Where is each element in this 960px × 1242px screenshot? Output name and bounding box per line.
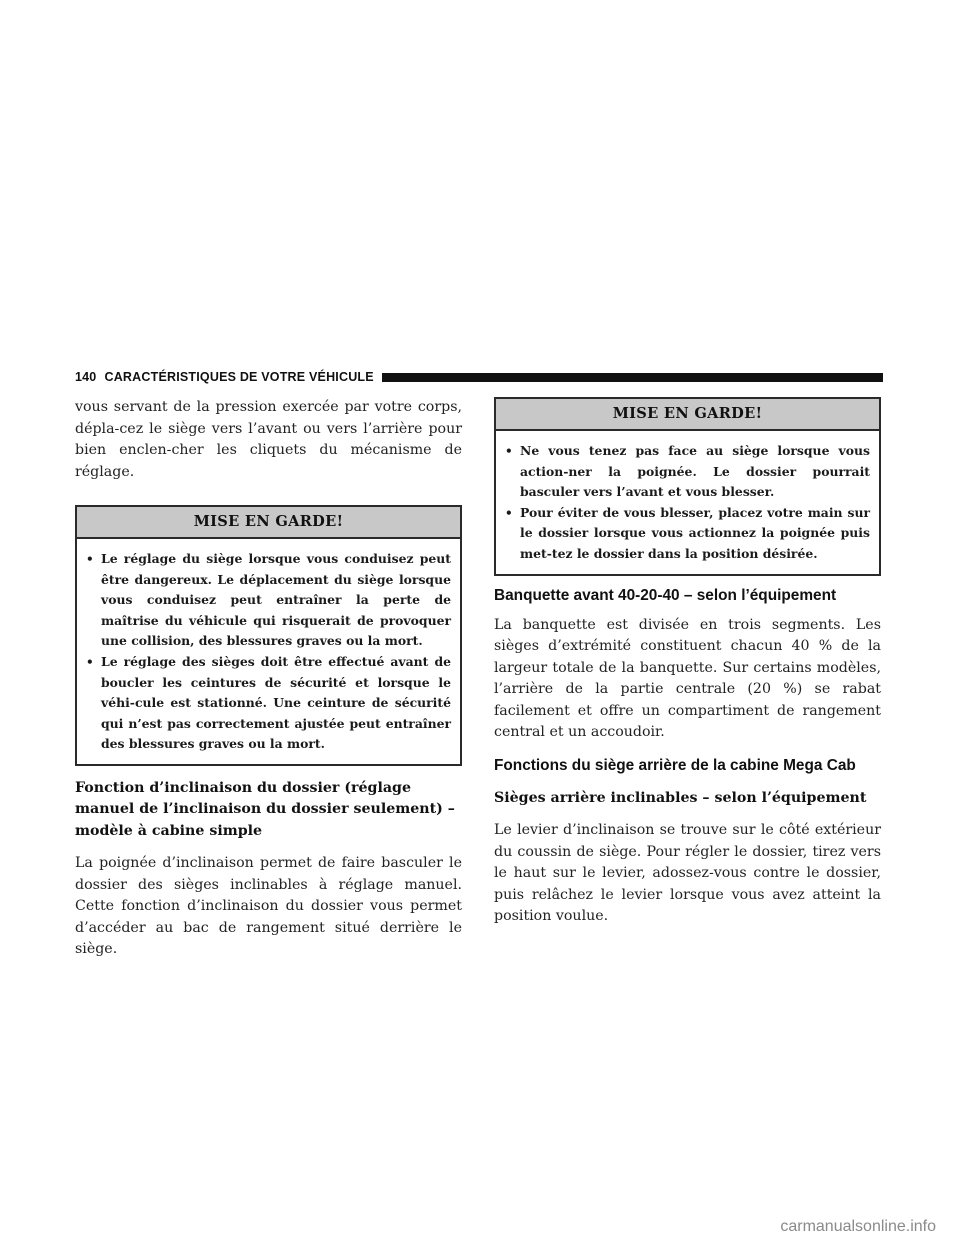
bullet-icon: • [86,552,94,566]
section-title-banquette: Banquette avant 40-20-40 – selon l’équipement [494,586,837,604]
warning-box-right [494,397,881,576]
warning-item: • Le réglage des sièges doit être effectué avant de boucler les ceintures de sécurité et lorsque le véhi-cule est stationné. Une ceinture de sécurité qui n’est pas correctement ajustée peut entraîner des blessures graves ou la mort. [86,653,451,752]
section-title-mega-cab: Fonctions du siège arrière de la cabine Mega Cab [494,756,856,774]
warning-title: MISE EN GARDE! [77,507,460,539]
warning-box-left [75,505,462,766]
warning-item: • Ne vous tenez pas face au siège lorsque vous action-ner la poignée. Le dossier pourrait basculer vers l’avant et vous blesser. [505,443,870,500]
page-number: 140 [75,370,97,384]
warning-list [496,431,879,574]
bullet-icon: • [86,654,94,669]
bullet-icon: • [505,505,513,520]
watermark: carmanualsonline.info [780,1218,936,1235]
paragraph-banquette: La banquette est divisée en trois segments. Les sièges d’extrémité constituent chacun 40 % de la largeur totale de la banquette. Sur certains modèles, l’arrière de la partie centrale (20 %) se rabat facilement et offre un compartiment de rangement central et un accoudoir. [494,616,881,741]
subheading-sieges-arriere: Sièges arrière inclinables – selon l’équipement [494,789,867,806]
warning-title: MISE EN GARDE! [496,399,879,431]
page-header [75,368,883,386]
paragraph-inclinaison: La poignée d’inclinaison permet de faire basculer le dossier des sièges inclinables à réglage manuel. Cette fonction d’inclinaison du dossier vous permet d’accéder au bac de rangement situé derrière le siège. [75,855,462,958]
warning-item: • Le réglage du siège lorsque vous conduisez peut être dangereux. Le déplacement du siège lorsque vous conduisez peut entraîner la perte de maîtrise du véhicule qui risquerait de provoquer une collision, des blessures graves ou la mort. [86,551,451,649]
warning-item: • Pour éviter de vous blesser, placez votre main sur le dossier lorsque vous actionnez la poignée puis met-tez le dossier dans la position désirée. [505,504,870,561]
warning-list [77,539,460,764]
bullet-icon: • [505,444,513,458]
section-title: CARACTÉRISTIQUES DE VOTRE VÉHICULE [104,370,374,384]
subheading-inclinaison: Fonction d’inclinaison du dossier (réglage manuel de l’inclinaison du dossier seulement) – modèle à cabine simple [75,779,455,839]
header-rule [382,373,883,382]
paragraph-sieges-arriere: Le levier d’inclinaison se trouve sur le côté extérieur du coussin de siège. Pour régler le dossier, tirez vers le haut sur le levier, adossez-vous contre le dossier, puis relâchez le levier lorsque vous avez atteint la position voulue. [494,822,881,925]
right-column [494,397,881,928]
left-column [75,397,462,961]
intro-paragraph: vous servant de la pression exercée par votre corps, dépla-cez le siège vers l’avant ou vers l’arrière pour bien enclen-cher les cliquets du mécanisme de réglage. [75,399,462,480]
